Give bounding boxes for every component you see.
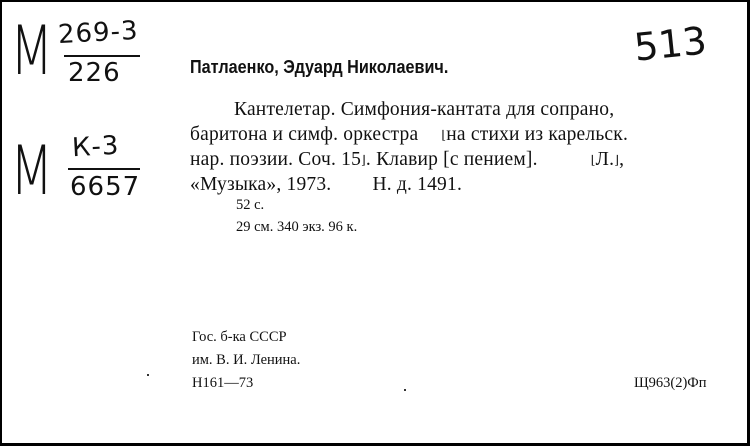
- shelfmark-letter-1: М: [10, 12, 52, 91]
- speck: [404, 389, 406, 391]
- shelfmark-top-2: К-3: [71, 130, 121, 164]
- record-number: Н. д. 1491.: [372, 174, 463, 195]
- format: 29 см. 340 экз. 96 к.: [236, 219, 358, 235]
- shelfmark-top-1: 269-3: [57, 15, 140, 51]
- title-line-2-b: на стихи из карельск.: [446, 124, 629, 145]
- classification-code: Щ963(2)Фп: [634, 375, 707, 391]
- title-line-3-c: [с пением].: [443, 149, 538, 170]
- title-line-3-e: ,: [619, 149, 625, 170]
- pages: 52 с.: [236, 197, 265, 213]
- shelfmark-rule-1: [64, 55, 140, 57]
- title-line-3-a: нар. поэзии. Соч. 15: [190, 149, 362, 170]
- title-line-2-a: баритона и симф. оркестра: [190, 124, 419, 145]
- card-number: 513: [632, 18, 709, 70]
- library-line-1: Гос. б-ка СССР: [192, 329, 287, 345]
- title-line-3-b: . Клавир: [365, 149, 439, 170]
- title-line-3: нар. поэзии. Соч. 15⌋. Клавир [с пением]. ⌊Л.⌋,: [190, 149, 625, 170]
- shelfmark-bottom-1: 226: [68, 58, 121, 88]
- shelfmark-letter-2: М: [10, 132, 52, 211]
- library-line-3: Н161—73: [192, 375, 254, 391]
- title-line-4: [190, 174, 462, 196]
- shelfmark-bottom-2: 6657: [70, 172, 141, 202]
- speck: [147, 374, 149, 376]
- author-heading: Патлаенко, Эдуард Николаевич.: [190, 57, 449, 77]
- title-line-3-d: Л.: [595, 149, 615, 170]
- library-line-2: им. В. И. Ленина.: [192, 352, 301, 368]
- publisher-year: «Музыка», 1973.: [190, 174, 332, 195]
- title-line-2: баритона и симф. оркестра ⌊на стихи из карельск.: [190, 124, 629, 145]
- shelfmark-rule-2: [68, 168, 140, 170]
- title-line-1: Кантелетар. Симфония-кантата для сопрано,: [234, 99, 615, 120]
